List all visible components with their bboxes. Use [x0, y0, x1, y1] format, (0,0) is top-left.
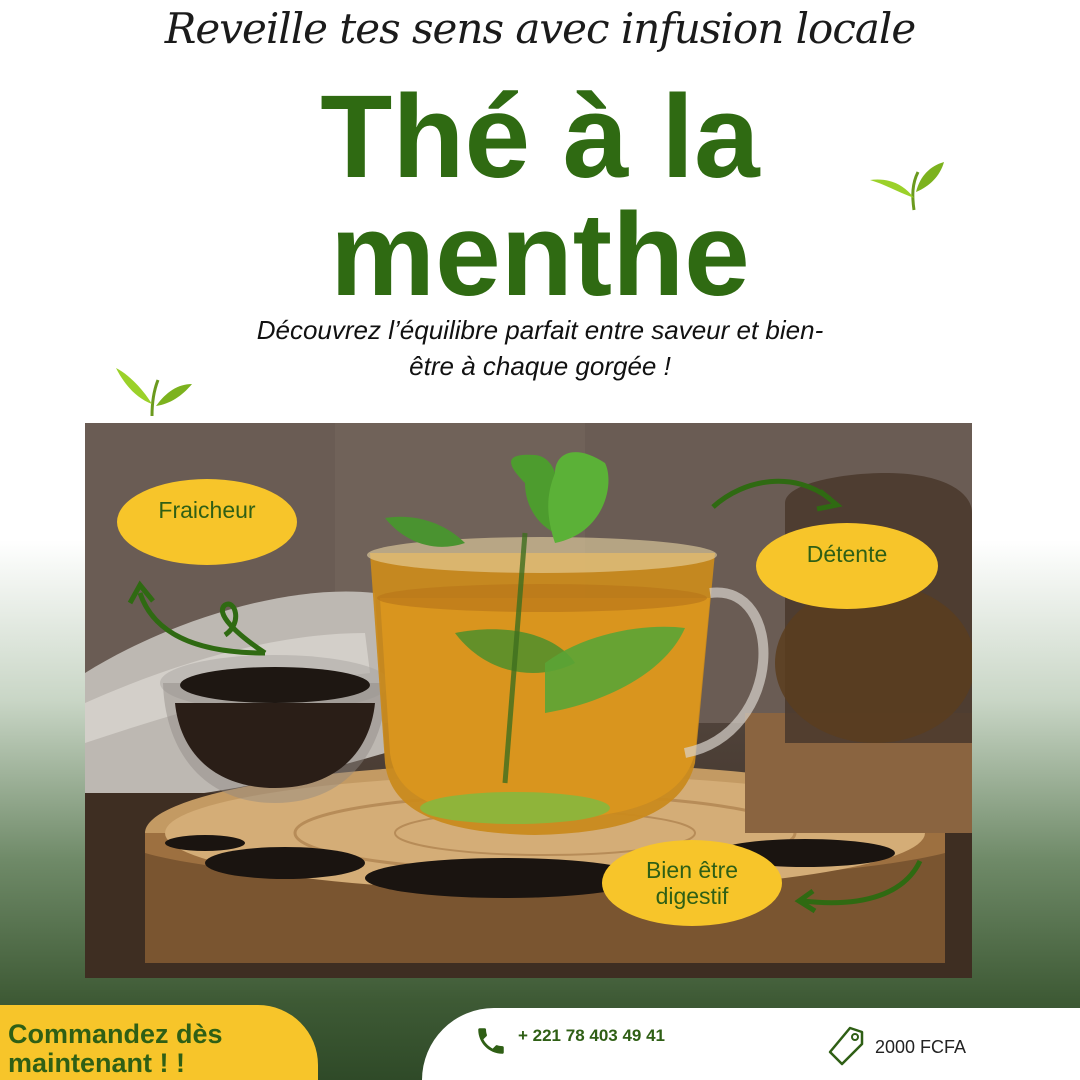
- title-line-1: Thé à la: [320, 71, 760, 203]
- subtitle-line-1: Découvrez l’équilibre parfait entre saveur et bien-: [256, 315, 824, 345]
- order-cta-line-1: Commandez dès: [8, 1019, 223, 1049]
- tagline: Reveille tes sens avec infusion locale: [164, 4, 916, 53]
- bubble-digestif-line-2: digestif: [655, 883, 729, 909]
- bubble-digestif-line-1: Bien être: [645, 857, 739, 883]
- phone-number[interactable]: + 221 78 403 49 41: [518, 1026, 665, 1045]
- bubble-fraicheur: [117, 479, 297, 565]
- order-cta-line-2: maintenant ! !: [8, 1048, 186, 1078]
- phone-icon: [474, 1024, 508, 1058]
- tea-leaf-icon: [868, 158, 948, 216]
- price-label: 2000 FCFA: [875, 1037, 967, 1057]
- bubble-detente-label: Détente: [806, 541, 888, 567]
- bubble-detente: [756, 523, 938, 609]
- price-tag-icon: [826, 1024, 866, 1068]
- order-cta[interactable]: [8, 1020, 308, 1078]
- subtitle: [220, 312, 860, 384]
- title-line-2: menthe: [330, 189, 750, 321]
- subtitle-line-2: être à chaque gorgée !: [409, 351, 671, 381]
- tea-leaf-icon: [114, 362, 194, 420]
- bubble-fraicheur-label: Fraicheur: [158, 497, 256, 523]
- bubble-digestif: [602, 840, 782, 926]
